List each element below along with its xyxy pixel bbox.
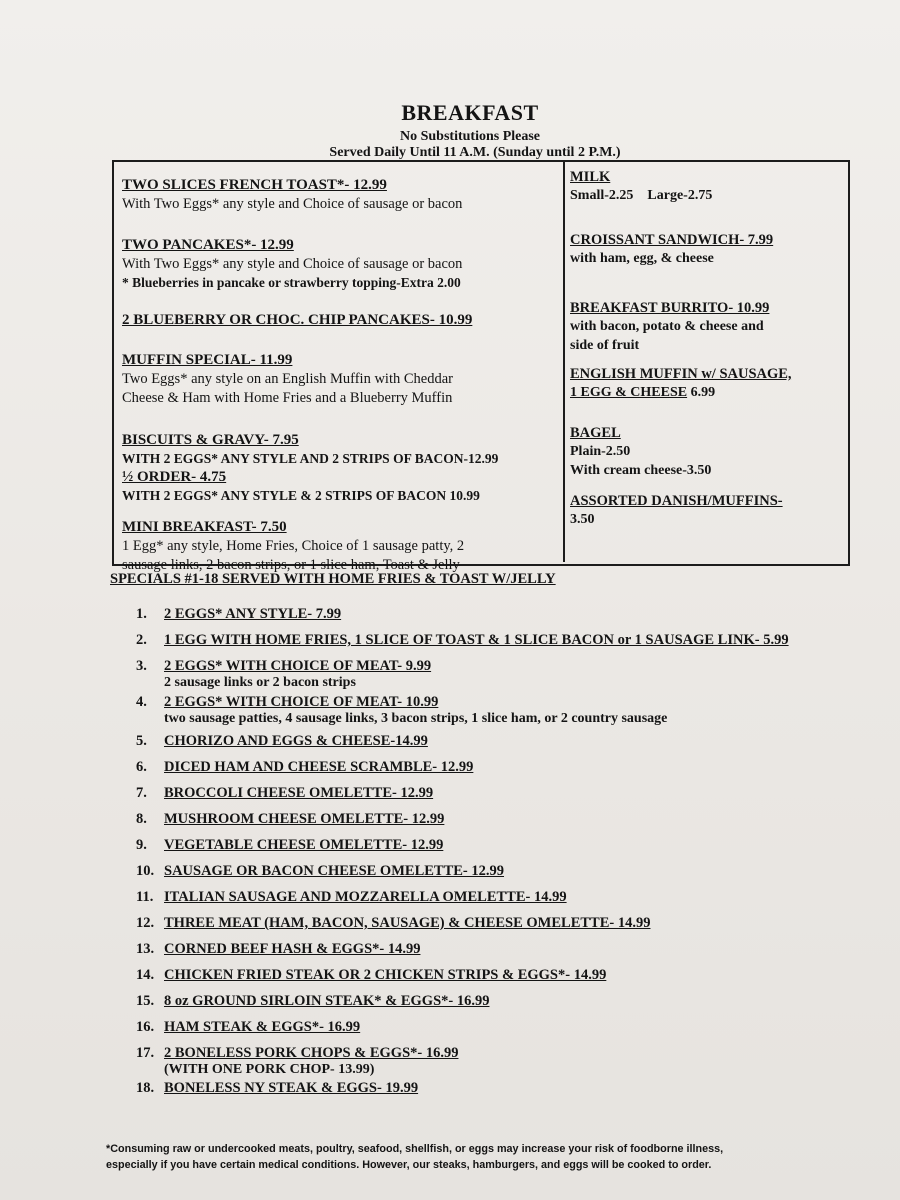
list-item (136, 694, 876, 733)
item-name: BAGEL (570, 425, 621, 441)
page-title: BREAKFAST (401, 100, 539, 125)
item-text: 2 EGGS* ANY STYLE- 7.99 (164, 606, 342, 622)
item-text: ITALIAN SAUSAGE AND MOZZARELLA OMELETTE- 14.99 (164, 889, 567, 905)
item-text: THREE MEAT (HAM, BACON, SAUSAGE) & CHEESE OMELETTE- 14.99 (164, 915, 651, 931)
item-text: BROCCOLI CHEESE OMELETTE- 12.99 (164, 785, 434, 801)
item-number: 17. (136, 1045, 155, 1061)
item-name: MINI BREAKFAST- 7.50 (122, 519, 287, 535)
list-item (136, 658, 876, 694)
item-desc: 1 Egg* any style, Home Fries, Choice of 1 sausage patty, 2 (122, 538, 465, 554)
item-text: CHORIZO AND EGGS & CHEESE-14.99 (164, 733, 428, 749)
item-name: CROISSANT SANDWICH- 7.99 (570, 232, 774, 248)
item-desc: sausage links, 2 bacon strips, or 1 slice ham, Toast & Jelly (122, 557, 460, 573)
item-number: 14. (136, 967, 155, 983)
list-item (136, 941, 876, 967)
item-number: 8. (136, 811, 147, 827)
item-name: ENGLISH MUFFIN w/ SAUSAGE, (570, 366, 792, 382)
specials-list (136, 606, 876, 1106)
item-name: TWO PANCAKES*- 12.99 (122, 237, 294, 253)
menu-item (122, 311, 562, 351)
left-column (122, 176, 562, 575)
menu-item (122, 176, 562, 236)
item-desc: With Two Eggs* any style and Choice of sausage or bacon (122, 196, 463, 212)
item-number: 5. (136, 733, 147, 749)
item-number: 10. (136, 863, 155, 879)
specials-header: SPECIALS #1-18 SERVED WITH HOME FRIES & TOAST W/JELLY (110, 571, 556, 587)
menu-item (122, 236, 562, 311)
disclaimer-line: especially if you have certain medical conditions. However, our steaks, hamburgers, and eggs will be cooked to order. (106, 1159, 712, 1171)
item-text: CORNED BEEF HASH & EGGS*- 14.99 (164, 941, 421, 957)
item-note: two sausage patties, 4 sausage links, 3 bacon strips, 1 slice ham, or 2 country sausage (164, 711, 668, 726)
item-number: 12. (136, 915, 155, 931)
item-desc: With cream cheese-3.50 (570, 463, 712, 478)
right-column (570, 168, 840, 529)
item-text: CHICKEN FRIED STEAK OR 2 CHICKEN STRIPS & EGGS*- 14.99 (164, 967, 607, 983)
list-item (136, 606, 876, 632)
item-desc: Small-2.25 Large-2.75 (570, 188, 713, 203)
item-note: WITH 2 EGGS* ANY STYLE & 2 STRIPS OF BACON 10.99 (122, 488, 480, 503)
list-item (136, 967, 876, 993)
disclaimer (106, 1141, 886, 1173)
item-sub-name: ½ ORDER- 4.75 (122, 469, 227, 485)
subtitle: No Substitutions Please (399, 129, 541, 144)
item-name: BISCUITS & GRAVY- 7.95 (122, 432, 299, 448)
item-number: 15. (136, 993, 155, 1009)
menu-item (570, 365, 840, 424)
item-name: TWO SLICES FRENCH TOAST*- 12.99 (122, 177, 387, 193)
item-price: 6.99 (687, 385, 716, 400)
column-divider (563, 162, 565, 562)
item-number: 1. (136, 606, 147, 622)
item-number: 13. (136, 941, 155, 957)
list-item (136, 915, 876, 941)
list-item (136, 785, 876, 811)
list-item (136, 837, 876, 863)
item-name: ASSORTED DANISH/MUFFINS- (570, 493, 783, 509)
menu-item (570, 492, 840, 529)
list-item (136, 1019, 876, 1045)
item-number: 11. (136, 889, 154, 905)
item-name-line2 (570, 383, 840, 402)
list-item (136, 632, 876, 658)
list-item (136, 759, 876, 785)
item-note: WITH 2 EGGS* ANY STYLE AND 2 STRIPS OF BACON-12.99 (122, 451, 499, 466)
item-name: MILK (570, 169, 611, 185)
item-number: 4. (136, 694, 147, 710)
item-note: (WITH ONE PORK CHOP- 13.99) (164, 1062, 375, 1077)
item-number: 16. (136, 1019, 155, 1035)
item-text: 2 BONELESS PORK CHOPS & EGGS*- 16.99 (164, 1045, 459, 1061)
item-name-part: 1 EGG & CHEESE (570, 385, 688, 400)
item-number: 2. (136, 632, 147, 648)
item-text: 2 EGGS* WITH CHOICE OF MEAT- 9.99 (164, 658, 432, 674)
menu-item (122, 351, 562, 431)
item-number: 3. (136, 658, 147, 674)
list-item (136, 889, 876, 915)
item-text: DICED HAM AND CHEESE SCRAMBLE- 12.99 (164, 759, 474, 775)
item-text: BONELESS NY STEAK & EGGS- 19.99 (164, 1080, 419, 1096)
menu-item (570, 299, 840, 365)
item-text: MUSHROOM CHEESE OMELETTE- 12.99 (164, 811, 445, 827)
list-item (136, 733, 876, 759)
menu-item (122, 431, 562, 518)
item-text: HAM STEAK & EGGS*- 16.99 (164, 1019, 361, 1035)
menu-item (122, 518, 562, 575)
item-name: BREAKFAST BURRITO- 10.99 (570, 300, 770, 316)
list-item (136, 993, 876, 1019)
item-number: 9. (136, 837, 147, 853)
item-text: 2 EGGS* WITH CHOICE OF MEAT- 10.99 (164, 694, 439, 710)
served-hours: Served Daily Until 11 A.M. (Sunday until 2 P.M.) (329, 145, 621, 160)
disclaimer-line: *Consuming raw or undercooked meats, poultry, seafood, shellfish, or eggs may increase your risk of foodborne illness, (106, 1143, 724, 1155)
item-number: 6. (136, 759, 147, 775)
list-item (136, 1080, 876, 1106)
item-desc: Two Eggs* any style on an English Muffin with Cheddar (122, 371, 453, 387)
menu-item (570, 231, 840, 299)
item-desc: 3.50 (570, 512, 595, 527)
item-name: 2 BLUEBERRY OR CHOC. CHIP PANCAKES- 10.99 (122, 312, 473, 328)
list-item (136, 1045, 876, 1080)
item-text: 1 EGG WITH HOME FRIES, 1 SLICE OF TOAST & 1 SLICE BACON or 1 SAUSAGE LINK- 5.99 (164, 632, 789, 648)
menu-item (570, 424, 840, 492)
list-item (136, 811, 876, 837)
item-desc: With Two Eggs* any style and Choice of sausage or bacon (122, 256, 463, 272)
item-desc: side of fruit (570, 338, 640, 353)
menu-item (570, 168, 840, 231)
item-name: MUFFIN SPECIAL- 11.99 (122, 352, 293, 368)
item-number: 7. (136, 785, 147, 801)
item-desc: with ham, egg, & cheese (570, 251, 714, 266)
item-text: SAUSAGE OR BACON CHEESE OMELETTE- 12.99 (164, 863, 505, 879)
list-item (136, 863, 876, 889)
item-text: 8 oz GROUND SIRLOIN STEAK* & EGGS*- 16.99 (164, 993, 490, 1009)
item-desc: Plain-2.50 (570, 444, 631, 459)
item-note: * Blueberries in pancake or strawberry topping-Extra 2.00 (122, 275, 461, 290)
item-note: 2 sausage links or 2 bacon strips (164, 675, 356, 690)
item-desc: Cheese & Ham with Home Fries and a Blueberry Muffin (122, 390, 453, 406)
item-desc: with bacon, potato & cheese and (570, 319, 764, 334)
item-text: VEGETABLE CHEESE OMELETTE- 12.99 (164, 837, 444, 853)
item-number: 18. (136, 1080, 155, 1096)
